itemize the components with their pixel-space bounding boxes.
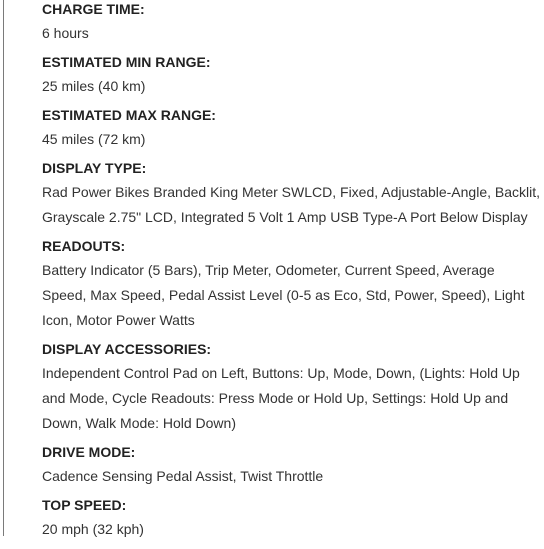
spec-readouts [42, 237, 542, 333]
spec-value: Battery Indicator (5 Bars), Trip Meter, Odometer, Current Speed, Average Speed, Max Speed, Pedal Assist Level (0-5 as Eco, Std, Power, Speed), Light Icon, Motor Power Watts [42, 262, 525, 328]
spec-label: ESTIMATED MIN RANGE: [42, 54, 211, 70]
spec-max-range [42, 106, 542, 152]
spec-value: 20 mph (32 kph) [42, 521, 144, 537]
spec-value: Independent Control Pad on Left, Buttons: Up, Mode, Down, (Lights: Hold Up and Mode, Cycle Readouts: Press Mode or Hold Up, Settings: Hold Up and Down, Walk Mode: Hold Down) [42, 365, 520, 431]
spec-value: 25 miles (40 km) [42, 78, 146, 94]
left-border-rule [3, 0, 4, 536]
spec-label: CHARGE TIME: [42, 1, 145, 17]
spec-value: 6 hours [42, 25, 89, 41]
spec-label: DISPLAY TYPE: [42, 160, 147, 176]
spec-display-type [42, 159, 542, 230]
spec-value: Rad Power Bikes Branded King Meter SWLCD, Fixed, Adjustable-Angle, Backlit, Grayscale 2.75" LCD, Integrated 5 Volt 1 Amp USB Type-A Port Below Display [42, 184, 541, 225]
spec-top-speed [42, 496, 542, 542]
spec-label: TOP SPEED: [42, 497, 127, 513]
spec-drive-mode [42, 443, 542, 489]
spec-label: DISPLAY ACCESSORIES: [42, 341, 212, 357]
spec-list [42, 0, 542, 549]
spec-value: 45 miles (72 km) [42, 131, 146, 147]
spec-label: DRIVE MODE: [42, 444, 136, 460]
spec-min-range [42, 53, 542, 99]
spec-display-accessories [42, 340, 542, 436]
spec-value: Cadence Sensing Pedal Assist, Twist Throttle [42, 468, 324, 484]
spec-label: ESTIMATED MAX RANGE: [42, 107, 216, 123]
spec-charge-time [42, 0, 542, 46]
spec-label: READOUTS: [42, 238, 126, 254]
